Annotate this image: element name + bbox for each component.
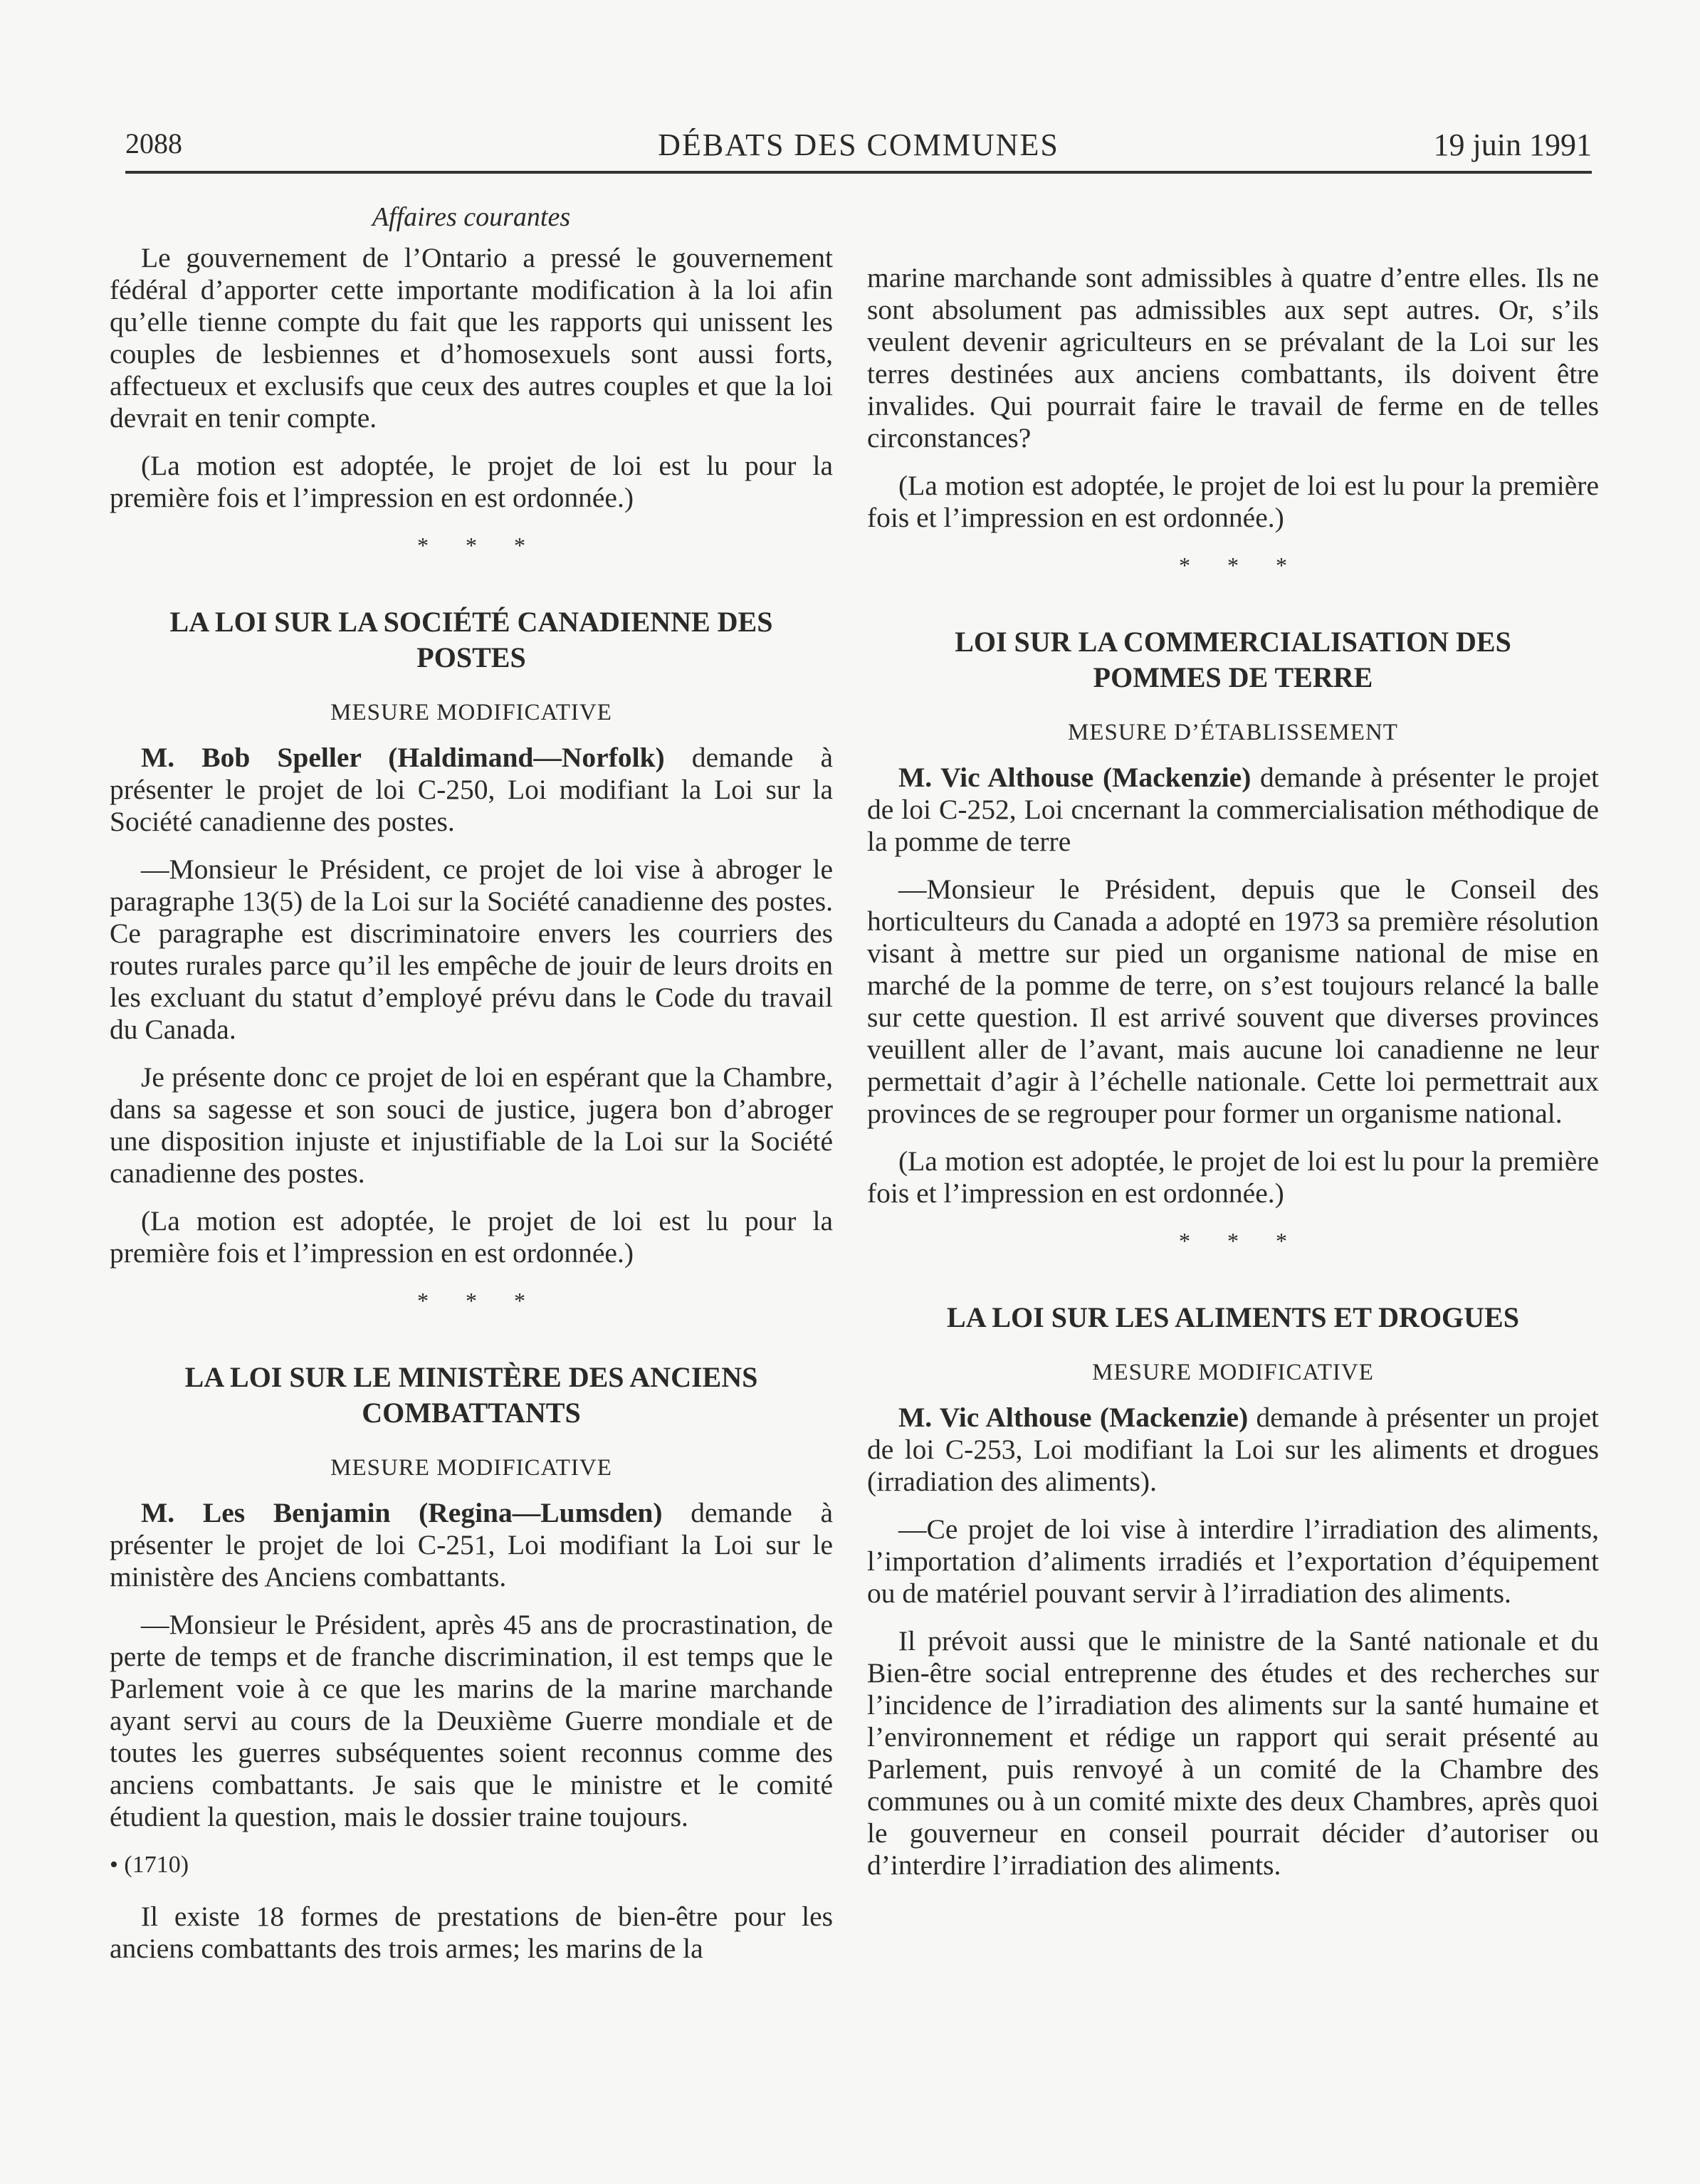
section-subtitle: MESURE MODIFICATIVE [330, 700, 612, 725]
motion-adopted-note: (La motion est adoptée, le projet de loi est lu pour la première fois et l’impression en est ordonnée.) [110, 1205, 833, 1269]
section-title: LA LOI SUR LE MINISTÈRE DES ANCIENS COMBATTANTS [184, 1361, 758, 1429]
speaker-name: M. Vic Althouse (Mackenzie) [898, 1402, 1249, 1433]
motion-adopted-note: (La motion est adoptée, le projet de loi est lu pour la première fois et l’impression en est ordonnée.) [110, 450, 833, 513]
bill-intro-text: demande à présenter le projet de loi C-251, Loi modifiant la Loi sur le ministère des Anciens combattants. [110, 1497, 833, 1592]
paragraph: Je présente donc ce projet de loi en espérant que la Chambre, dans sa sagesse et son souci de justice, jugera bon d’abroger une disposition injuste et injustifiable de la Loi sur la Société canadienne des postes. [110, 1061, 833, 1189]
section-title: LA LOI SUR LES ALIMENTS ET DROGUES [947, 1301, 1519, 1333]
paragraph: —Monsieur le Président, ce projet de loi vise à abroger le paragraphe 13(5) de la Loi sur la Société canadienne des postes. Ce paragraphe est discriminatoire envers les courriers des routes rurales parce qu’il les empêche de jouir de leurs droits en les excluant du statut d’employé prévu dans le Code du travail du Canada. [110, 854, 833, 1045]
paragraph: Il existe 18 formes de prestations de bien-être pour les anciens combattants des trois armes; les marins de la [110, 1901, 833, 1964]
section-separator: * * * [1179, 552, 1303, 578]
paragraph: —Ce projet de loi vise à interdire l’irradiation des aliments, l’importation d’aliments irradiés et l’exportation d’équipement ou de matériel pouvant servir à l’irradiation des aliments. [867, 1513, 1599, 1609]
left-column [110, 201, 833, 1980]
section-separator: * * * [417, 532, 541, 558]
bill-introduction [110, 742, 833, 838]
bill-introduction [867, 762, 1599, 858]
section-title: LOI SUR LA COMMERCIALISATION DES POMMES DE TERRE [955, 626, 1511, 693]
section-title: LA LOI SUR LA SOCIÉTÉ CANADIENNE DES POSTES [169, 606, 773, 673]
bill-intro-text: demande à présenter le projet de loi C-250, Loi modifiant la Loi sur la Société canadienne des postes. [110, 742, 833, 837]
publication-date: 19 juin 1991 [1433, 127, 1592, 162]
section-subtitle: MESURE D’ÉTABLISSEMENT [1068, 720, 1398, 745]
bill-introduction [110, 1497, 833, 1593]
right-column [867, 262, 1599, 1897]
paragraph: —Monsieur le Président, depuis que le Conseil des horticulteurs du Canada a adopté en 1973 sa première résolution visant à mettre sur pied un organisme national de mise en marché de la pomme de terre, on s’est toujours relancé la balle sur cette question. Il est arrivé souvent que diverses provinces veuillent aller de l’avant, mais aucune loi canadienne ne leur permettait d’agir à l’échelle nationale. Cette loi permettrait aux provinces de se regrouper pour former un organisme national. [867, 873, 1599, 1129]
page-header [125, 127, 1592, 174]
motion-adopted-note: (La motion est adoptée, le projet de loi est lu pour la première fois et l’impression en est ordonnée.) [867, 1145, 1599, 1209]
paragraph: —Monsieur le Président, après 45 ans de procrastination, de perte de temps et de franche discrimination, il est temps que le Parlement voie à ce que les marins de la marine marchande ayant servi au cours de la Deuxième Guerre mondiale et de toutes les guerres subséquentes soient reconnus comme des anciens combattants. Je sais que le ministre et le comité étudient la question, mais le dossier traine toujours. [110, 1609, 833, 1832]
speaker-name: M. Vic Althouse (Mackenzie) [898, 762, 1252, 793]
paragraph: Le gouvernement de l’Ontario a pressé le gouvernement fédéral d’apporter cette importante modification à la loi afin qu’elle tienne compte du fait que les rapports qui unissent les couples de lesbiennes et d’homosexuels sont aussi forts, affectueux et exclusifs que ceux des autres couples et que la loi devrait en tenir compte. [110, 242, 833, 434]
section-subtitle: MESURE MODIFICATIVE [1092, 1360, 1374, 1385]
publication-title: DÉBATS DES COMMUNES [658, 127, 1059, 162]
bill-intro-text: demande à présenter le projet de loi C-252, Loi cncernant la commercialisation méthodique de la pomme de terre [867, 762, 1600, 857]
page-number: 2088 [125, 127, 182, 159]
speaker-name: M. Bob Speller (Haldimand—Norfolk) [141, 742, 665, 773]
section-subtitle: MESURE MODIFICATIVE [330, 1455, 612, 1481]
motion-adopted-note: (La motion est adoptée, le projet de loi est lu pour la première fois et l’impression en est ordonnée.) [867, 470, 1599, 533]
bill-intro-text: demande à présenter un projet de loi C-253, Loi modifiant la Loi sur les aliments et drogues (irradiation des aliments). [867, 1402, 1600, 1497]
speaker-name: M. Les Benjamin (Regina—Lumsden) [141, 1497, 663, 1528]
running-head: Affaires courantes [372, 202, 571, 232]
section-separator: * * * [417, 1288, 541, 1313]
paragraph-continued: marine marchande sont admissibles à quatre d’entre elles. Ils ne sont absolument pas admissibles aux sept autres. Or, s’ils veulent devenir agriculteurs en se prévalant de la Loi sur les terres destinées aux anciens combattants, ils doivent être invalides. Qui pourrait faire le travail de ferme en de telles circonstances? [867, 262, 1599, 453]
paragraph: Il prévoit aussi que le ministre de la Santé nationale et du Bien-être social entreprenne des études et des recherches sur l’incidence de l’irradiation des aliments sur la santé humaine et l’environnement et rédige un rapport qui serait présenté au Parlement, puis renvoyé à un comité de la Chambre des communes ou à un comité mixte des deux Chambres, après quoi le gouverneur en conseil pourrait décider d’autoriser ou d’interdire l’irradiation des aliments. [867, 1625, 1599, 1881]
time-marker: • (1710) [110, 1852, 189, 1878]
section-separator: * * * [1179, 1228, 1303, 1254]
bill-introduction [867, 1402, 1599, 1498]
